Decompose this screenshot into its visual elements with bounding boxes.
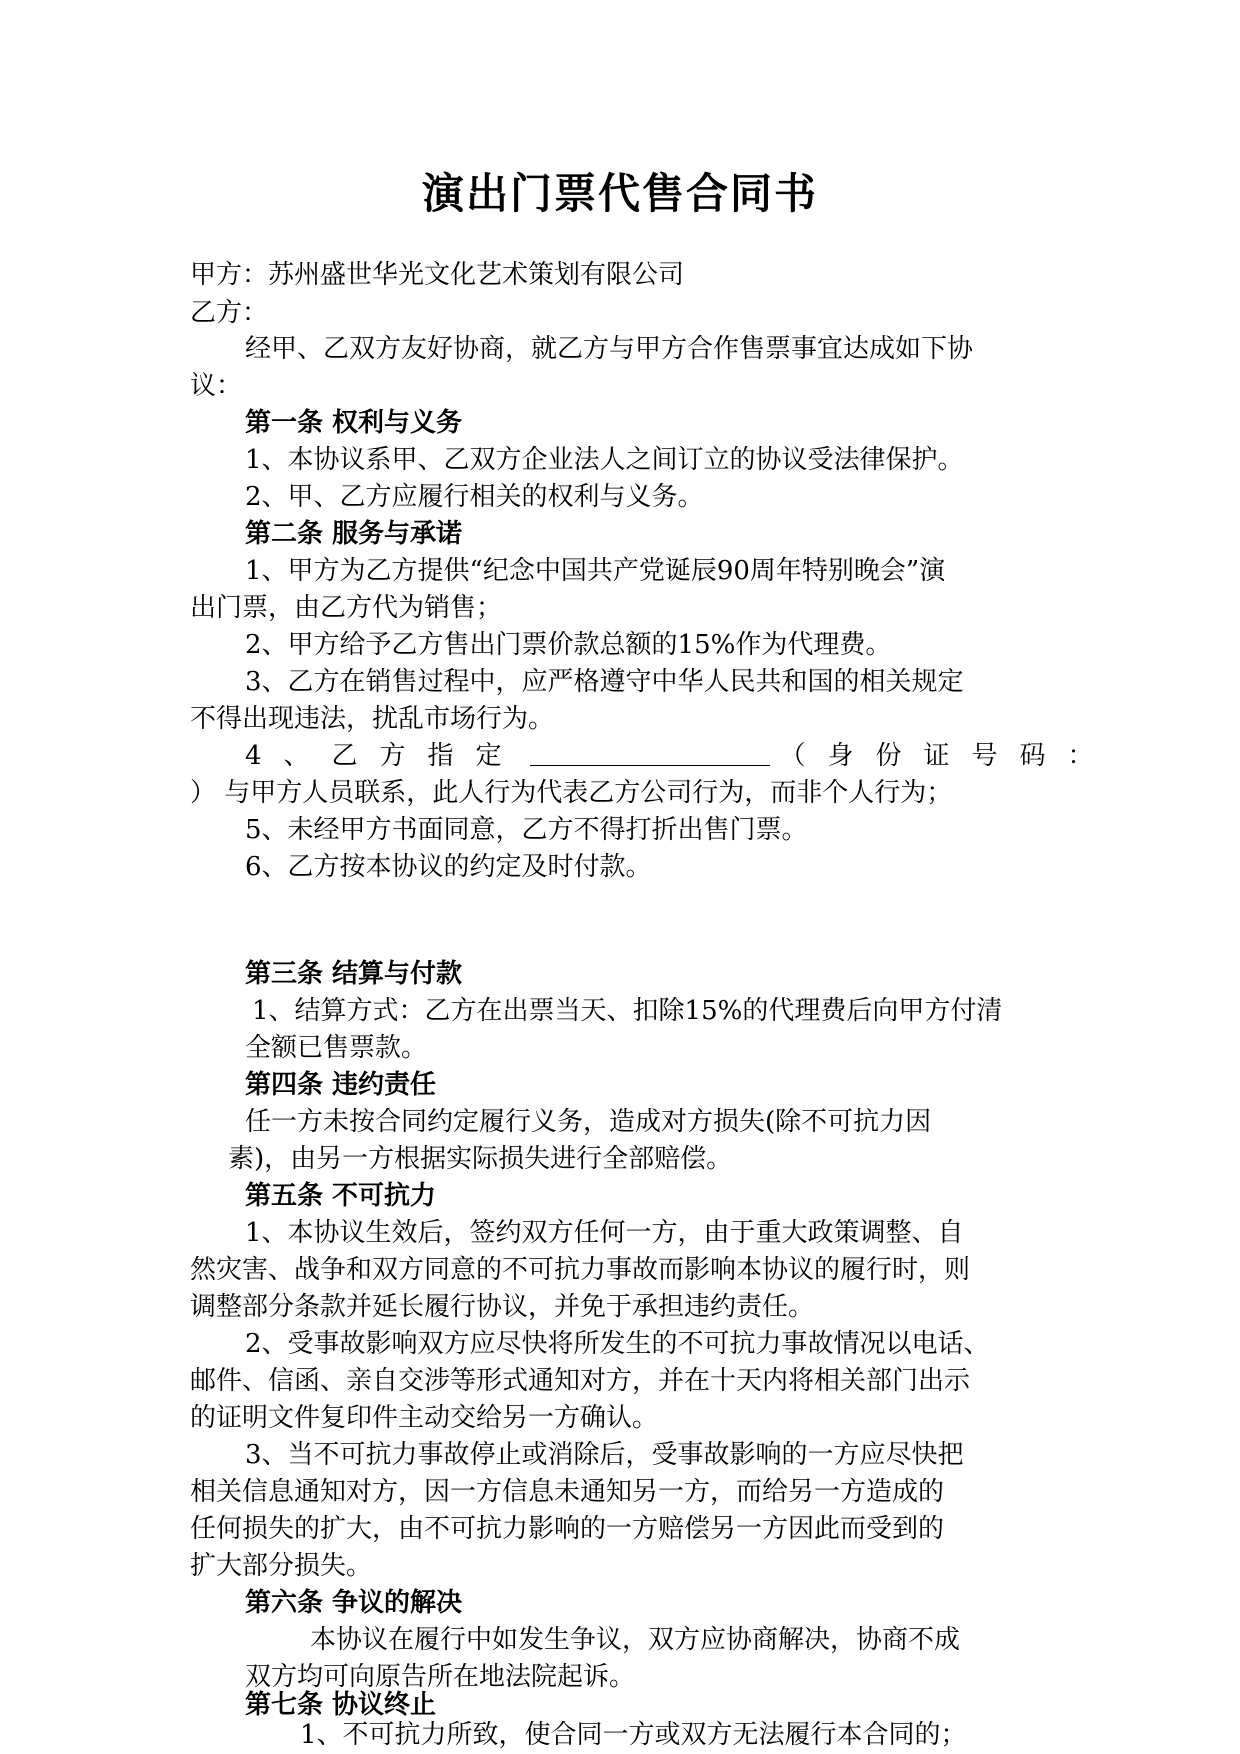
article-5-item: 调整部分条款并延长履行协议，并免于承担违约责任。	[190, 1292, 815, 1322]
article-6-item: 本协议在履行中如发生争议，双方应协商解决，协商不成	[310, 1625, 961, 1655]
article-2-item: 6、乙方按本协议的约定及时付款。	[245, 852, 652, 882]
party-a-line: 甲方：苏州盛世华光文化艺术策划有限公司	[190, 260, 685, 290]
article-2-item: 不得出现违法，扰乱市场行为。	[190, 704, 555, 734]
article-3-heading: 第三条 结算与付款	[245, 959, 463, 989]
article-4-item: 素)，由另一方根据实际损失进行全部赔偿。	[228, 1144, 733, 1174]
article-5-item: 的证明文件复印件主动交给另一方确认。	[190, 1403, 659, 1433]
article-2-item: 5、未经甲方书面同意，乙方不得打折出售门票。	[245, 815, 808, 845]
article-3-item: 1、结算方式：乙方在出票当天、扣除15%的代理费后向甲方付清	[252, 996, 1003, 1026]
designee-label: 4、乙方指定	[245, 741, 524, 771]
article-5-item: 1、本协议生效后，签约双方任何一方，由于重大政策调整、自	[245, 1218, 964, 1248]
article-5-item: 3、当不可抗力事故停止或消除后，受事故影响的一方应尽快把	[245, 1440, 964, 1470]
article-1-heading: 第一条 权利与义务	[245, 408, 463, 438]
document-title: 演出门票代售合同书	[421, 169, 818, 218]
article-1-item: 2、甲、乙方应履行相关的权利与义务。	[245, 482, 704, 512]
article-5-item: 邮件、信函、亲自交涉等形式通知对方，并在十天内将相关部门出示	[190, 1366, 971, 1396]
article-7-item: 1、不可抗力所致，使合同一方或双方无法履行本合同的；	[300, 1720, 967, 1750]
article-2-item: 3、乙方在销售过程中，应严格遵守中华人民共和国的相关规定	[245, 667, 964, 697]
intro-line: 议：	[190, 371, 243, 401]
article-2-item: ） 与甲方人员联系，此人行为代表乙方公司行为，而非个人行为；	[190, 778, 953, 808]
article-3-item: 全额已售票款。	[245, 1033, 428, 1063]
article-2-item-4	[0, 737, 1240, 775]
article-4-heading: 第四条 违约责任	[245, 1070, 437, 1100]
party-b-line: 乙方：	[190, 298, 269, 328]
article-5-item: 任何损失的扩大，由不可抗力影响的一方赔偿另一方因此而受到的	[190, 1514, 945, 1544]
article-7-heading: 第七条 协议终止	[245, 1690, 437, 1720]
article-6-item: 双方均可向原告所在地法院起诉。	[245, 1662, 636, 1692]
article-6-heading: 第六条 争议的解决	[245, 1588, 463, 1618]
article-5-item: 然灾害、战争和双方同意的不可抗力事故而影响本协议的履行时，则	[190, 1255, 971, 1285]
article-4-item: 任一方未按合同约定履行义务，造成对方损失(除不可抗力因	[245, 1107, 932, 1137]
article-2-item: 2、甲方给予乙方售出门票价款总额的15%作为代理费。	[245, 630, 892, 660]
article-5-item: 相关信息通知对方，因一方信息未通知另一方，而给另一方造成的	[190, 1477, 945, 1507]
article-2-item: 出门票，由乙方代为销售；	[190, 593, 503, 623]
id-number-label: （身份证号码：	[779, 741, 1116, 771]
article-5-item: 2、受事故影响双方应尽快将所发生的不可抗力事故情况以电话、	[245, 1329, 990, 1359]
intro-line: 经甲、乙双方友好协商，就乙方与甲方合作售票事宜达成如下协	[245, 334, 974, 364]
article-1-item: 1、本协议系甲、乙双方企业法人之间订立的协议受法律保护。	[245, 445, 964, 475]
article-5-item: 扩大部分损失。	[190, 1551, 373, 1581]
designee-blank-field[interactable]	[530, 739, 770, 766]
article-2-heading: 第二条 服务与承诺	[245, 519, 463, 549]
article-5-heading: 第五条 不可抗力	[245, 1181, 437, 1211]
article-2-item: 1、甲方为乙方提供“纪念中国共产党诞辰90周年特别晚会”演	[245, 556, 946, 586]
